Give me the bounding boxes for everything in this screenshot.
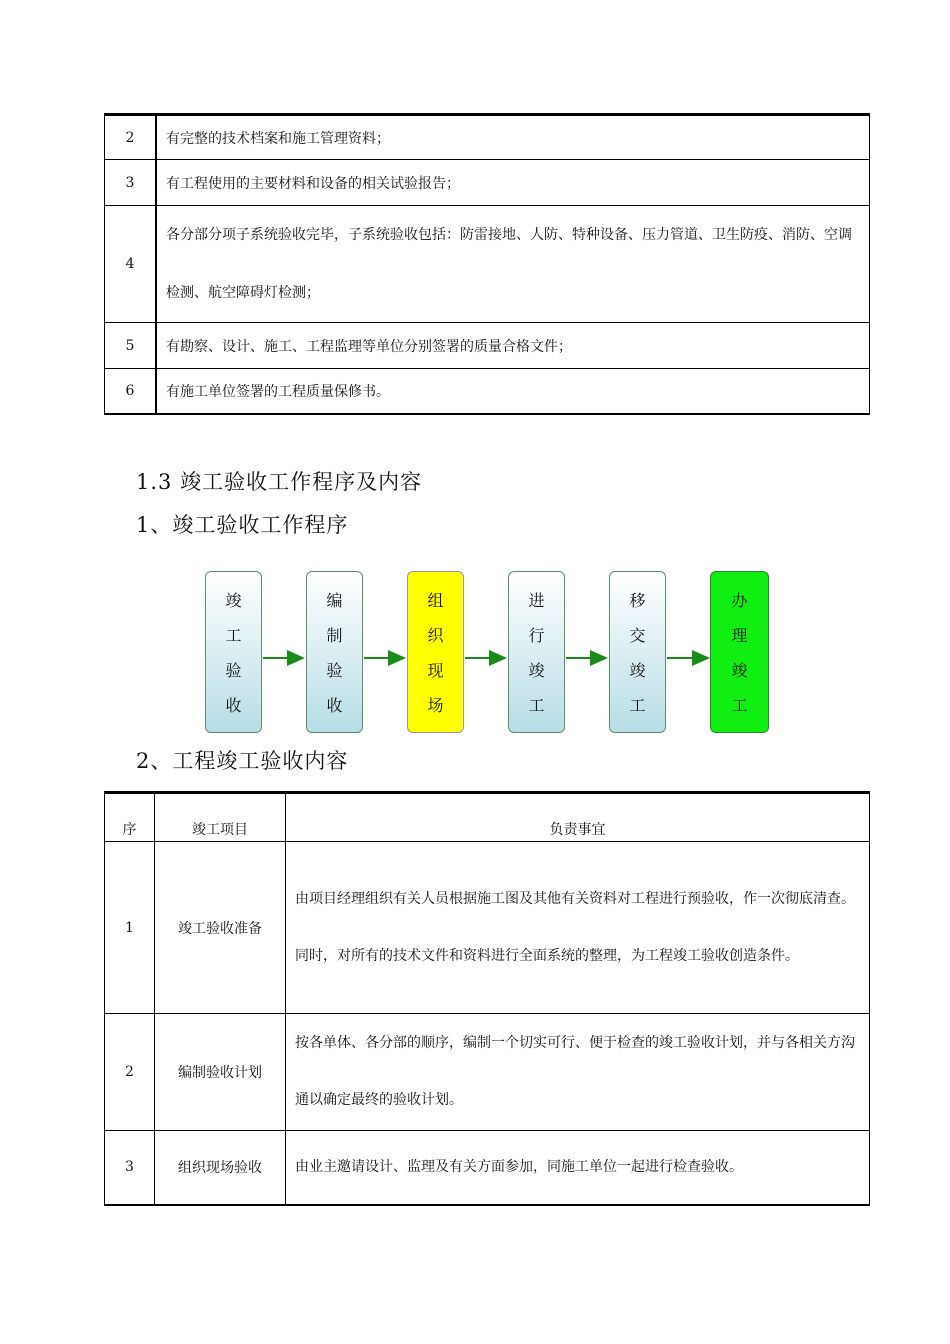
flow-step-box — [306, 571, 363, 733]
step-char: 验 — [225, 661, 242, 680]
row-text: 有勘察、设计、施工、工程监理等单位分别签署的质量合格文件； — [156, 323, 870, 369]
step-char: 织 — [427, 626, 444, 645]
step-char: 编 — [326, 591, 343, 610]
step-char: 现 — [427, 661, 444, 680]
row-text: 各分部分项子系统验收完毕，子系统验收包括：防雷接地、人防、特种设备、压力管道、卫生防疫、消防、空调检测、航空障碍灯检测； — [156, 206, 870, 323]
table-header-row — [105, 793, 870, 842]
step-char: 制 — [326, 626, 343, 645]
row-number: 6 — [105, 369, 157, 414]
table-row — [105, 1131, 870, 1205]
header-cell: 负责事宜 — [286, 793, 870, 842]
table-row — [105, 115, 870, 160]
step-char: 验 — [326, 661, 343, 680]
flow-step-box — [205, 571, 262, 733]
step-char: 移 — [629, 591, 646, 610]
row-number: 5 — [105, 323, 157, 369]
table-row — [105, 369, 870, 414]
flow-step-box — [508, 571, 565, 733]
step-char: 工 — [225, 626, 242, 645]
step-char: 行 — [528, 626, 545, 645]
row-number: 3 — [105, 1131, 155, 1205]
row-text: 有施工单位签署的工程质量保修书。 — [156, 369, 870, 414]
step-char: 竣 — [731, 661, 748, 680]
flow-step-box — [407, 571, 464, 733]
row-number: 2 — [105, 115, 157, 160]
step-char: 进 — [528, 591, 545, 610]
table-row — [105, 842, 870, 1014]
row-desc: 按各单体、各分部的顺序，编制一个切实可行、便于检查的竣工验收计划，并与各相关方沟通以确定最终的验收计划。 — [286, 1014, 870, 1131]
section-title: 1.3 竣工验收工作程序及内容 — [136, 470, 423, 494]
table-row — [105, 1014, 870, 1131]
subsection-title: 1、竣工验收工作程序 — [136, 513, 349, 537]
content-table — [104, 791, 870, 1206]
step-char: 竣 — [629, 661, 646, 680]
subsection-title: 2、工程竣工验收内容 — [136, 749, 349, 773]
row-number: 4 — [105, 206, 157, 323]
row-text: 有工程使用的主要材料和设备的相关试验报告； — [156, 160, 870, 206]
step-char: 收 — [225, 696, 242, 715]
step-char: 交 — [629, 626, 646, 645]
row-item: 竣工验收准备 — [155, 842, 286, 1014]
step-char: 工 — [528, 696, 545, 715]
table-row — [105, 160, 870, 206]
step-char: 场 — [427, 696, 444, 715]
row-number: 2 — [105, 1014, 155, 1131]
row-text: 有完整的技术档案和施工管理资料； — [166, 130, 390, 147]
step-char: 工 — [731, 696, 748, 715]
step-char: 收 — [326, 696, 343, 715]
row-number: 1 — [105, 842, 155, 1014]
step-char: 竣 — [528, 661, 545, 680]
header-cell: 竣工项目 — [155, 793, 286, 842]
flow-step-box — [609, 571, 666, 733]
table-row — [105, 323, 870, 369]
step-char: 办 — [731, 591, 748, 610]
flow-step-box — [710, 571, 769, 733]
row-desc: 由业主邀请设计、监理及有关方面参加，同施工单位一起进行检查验收。 — [286, 1131, 870, 1205]
row-number: 3 — [105, 160, 157, 206]
step-char: 工 — [629, 696, 646, 715]
step-char: 理 — [731, 626, 748, 645]
step-char: 竣 — [225, 591, 242, 610]
table-row — [105, 206, 870, 323]
header-cell: 序 — [105, 793, 155, 842]
row-item: 组织现场验收 — [155, 1131, 286, 1205]
step-char: 组 — [427, 591, 444, 610]
row-desc: 由项目经理组织有关人员根据施工图及其他有关资料对工程进行预验收，作一次彻底清查。同时，对所有的技术文件和资料进行全面系统的整理，为工程竣工验收创造条件。 — [286, 842, 870, 1014]
row-item: 编制验收计划 — [155, 1014, 286, 1131]
requirements-table — [104, 113, 870, 415]
